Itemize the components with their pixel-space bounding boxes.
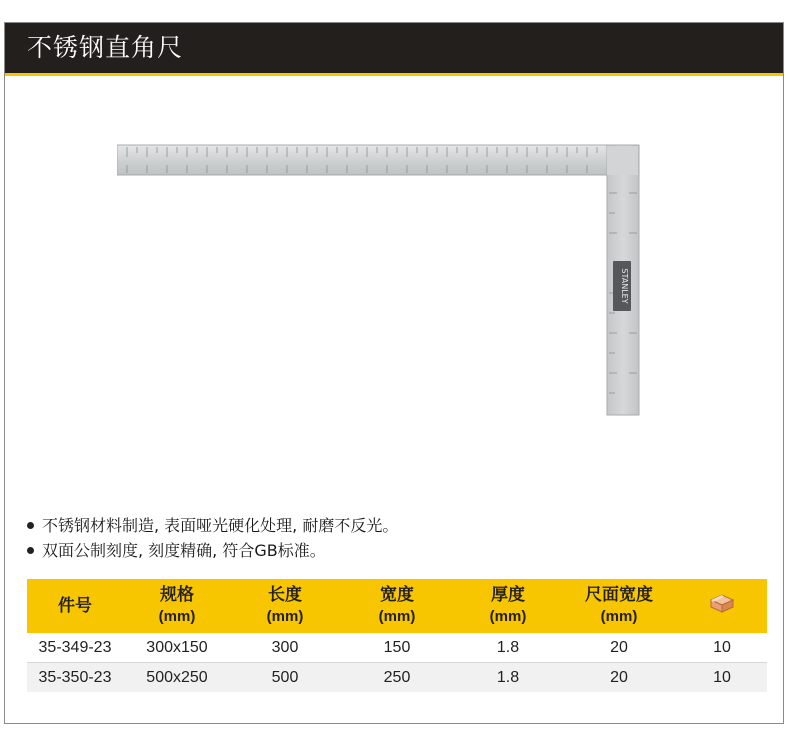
cell-length: 500	[231, 663, 339, 693]
cell-spec: 500x250	[123, 663, 231, 693]
box-icon	[709, 592, 735, 614]
cell-width: 250	[339, 663, 455, 693]
feature-item	[27, 538, 398, 563]
cell-blade-width: 20	[561, 633, 677, 663]
spec-table	[27, 579, 767, 692]
page-title: 不锈钢直角尺	[5, 23, 783, 73]
cell-part-number: 35-349-23	[27, 633, 123, 663]
header-blade-width: 尺面宽度 (mm)	[561, 579, 677, 633]
header-thickness: 厚度 (mm)	[455, 579, 561, 633]
brand-mark-text: STANLEY	[620, 268, 629, 304]
header-spec: 规格 (mm)	[123, 579, 231, 633]
cell-thickness: 1.8	[455, 633, 561, 663]
header-width: 宽度 (mm)	[339, 579, 455, 633]
steel-square-ruler-image	[117, 143, 657, 443]
table-row	[27, 663, 767, 693]
cell-thickness: 1.8	[455, 663, 561, 693]
product-card	[4, 22, 784, 724]
table-row	[27, 633, 767, 663]
bullet-dot-icon	[27, 547, 34, 554]
cell-part-number: 35-350-23	[27, 663, 123, 693]
feature-item	[27, 513, 398, 538]
cell-spec: 300x150	[123, 633, 231, 663]
cell-length: 300	[231, 633, 339, 663]
ruler-blade	[117, 145, 639, 175]
cell-width: 150	[339, 633, 455, 663]
title-accent-line	[5, 73, 783, 76]
header-part-number: 件号	[27, 579, 123, 633]
cell-blade-width: 20	[561, 663, 677, 693]
header-package-qty	[677, 579, 767, 633]
feature-text: 双面公制刻度, 刻度精确, 符合GB标准。	[42, 541, 326, 560]
header-length: 长度 (mm)	[231, 579, 339, 633]
feature-list	[27, 513, 398, 563]
bullet-dot-icon	[27, 522, 34, 529]
spec-table-header	[27, 579, 767, 633]
cell-package-qty: 10	[677, 663, 767, 693]
cell-package-qty: 10	[677, 633, 767, 663]
feature-text: 不锈钢材料制造, 表面哑光硬化处理, 耐磨不反光。	[42, 516, 399, 535]
